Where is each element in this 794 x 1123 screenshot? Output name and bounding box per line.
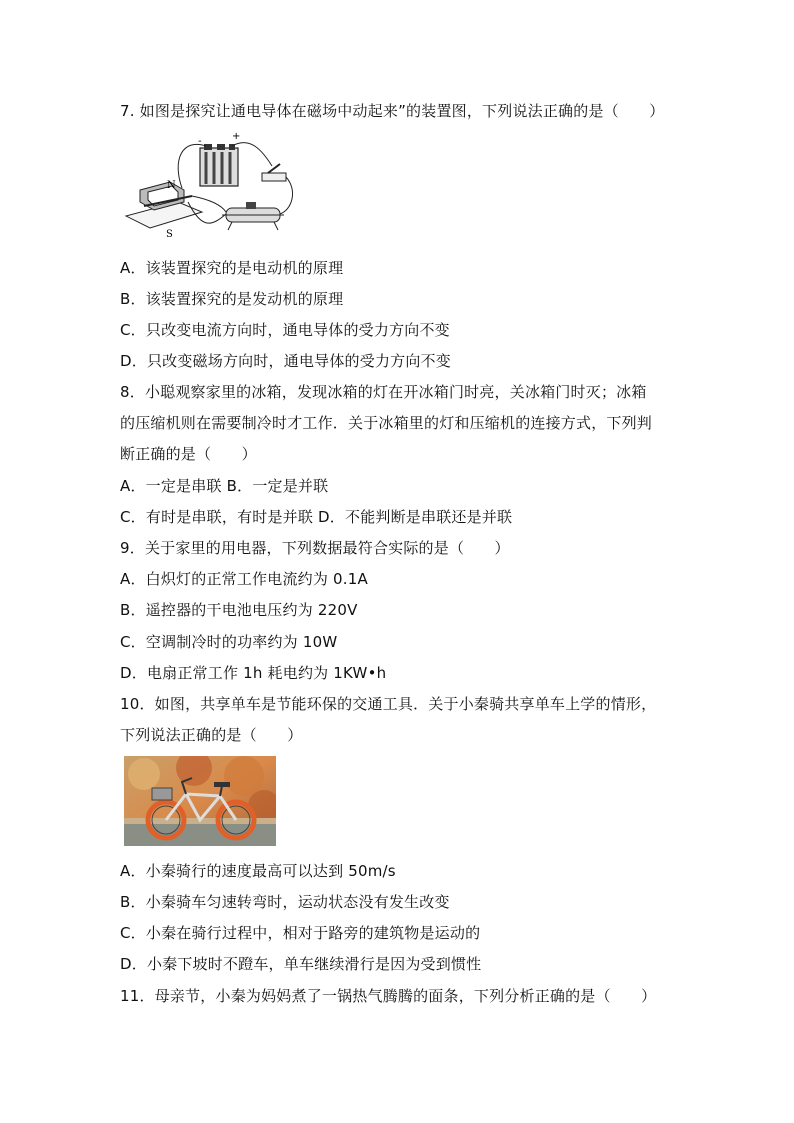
q10-stem-line-2: 下列说法正确的是（ ） (120, 726, 303, 744)
q8-option-ab: A．一定是串联 B．一定是并联 (120, 477, 329, 495)
q9-option-c: C．空调制冷时的功率约为 10W (120, 633, 338, 651)
q7-option-c: C．只改变电流方向时，通电导体的受力方向不变 (120, 321, 450, 339)
minus-label: - (198, 136, 202, 147)
q8-option-cd: C．有时是串联，有时是并联 D．不能判断是串联还是并联 (120, 508, 513, 526)
q7-option-a: A．该装置探究的是电动机的原理 (120, 259, 344, 277)
q7-option-b: B．该装置探究的是发动机的原理 (120, 290, 344, 308)
q10-option-b: B．小秦骑车匀速转弯时，运动状态没有发生改变 (120, 893, 450, 911)
south-pole-label: S (166, 229, 173, 240)
shared-bicycle-photo (124, 756, 276, 846)
q7-stem: 7. 如图是探究让通电导体在磁场中动起来”的装置图，下列说法正确的是（ ） (120, 102, 665, 120)
q8-stem-line-1: 8．小聪观察家里的冰箱，发现冰箱的灯在开冰箱门时亮，关冰箱门时灭；冰箱 (120, 383, 647, 401)
q10-stem-line-1: 10．如图，共享单车是节能环保的交通工具．关于小秦骑共享单车上学的情形， (120, 695, 657, 713)
q7-option-d: D．只改变磁场方向时，通电导体的受力方向不变 (120, 352, 451, 370)
motor-experiment-figure (122, 130, 298, 242)
q9-option-b: B．遥控器的干电池电压约为 220V (120, 601, 358, 619)
q8-stem-line-3: 断正确的是（ ） (120, 445, 257, 463)
plus-label: + (232, 131, 241, 142)
north-pole-label: N (167, 180, 176, 191)
q9-option-a: A．白炽灯的正常工作电流约为 0.1A (120, 570, 368, 588)
q9-option-d: D．电扇正常工作 1h 耗电约为 1KW•h (120, 664, 387, 682)
q11-stem: 11．母亲节，小秦为妈妈煮了一锅热气腾腾的面条，下列分析正确的是（ ） (120, 987, 657, 1005)
q8-stem-line-2: 的压缩机则在需要制冷时才工作．关于冰箱里的灯和压缩机的连接方式，下列判 (120, 414, 653, 432)
q9-stem: 9．关于家里的用电器，下列数据最符合实际的是（ ） (120, 539, 510, 557)
q10-option-a: A．小秦骑行的速度最高可以达到 50m/s (120, 862, 396, 880)
q10-option-c: C．小秦在骑行过程中，相对于路旁的建筑物是运动的 (120, 924, 481, 942)
q10-option-d: D．小秦下坡时不蹬车，单车继续滑行是因为受到惯性 (120, 955, 482, 973)
